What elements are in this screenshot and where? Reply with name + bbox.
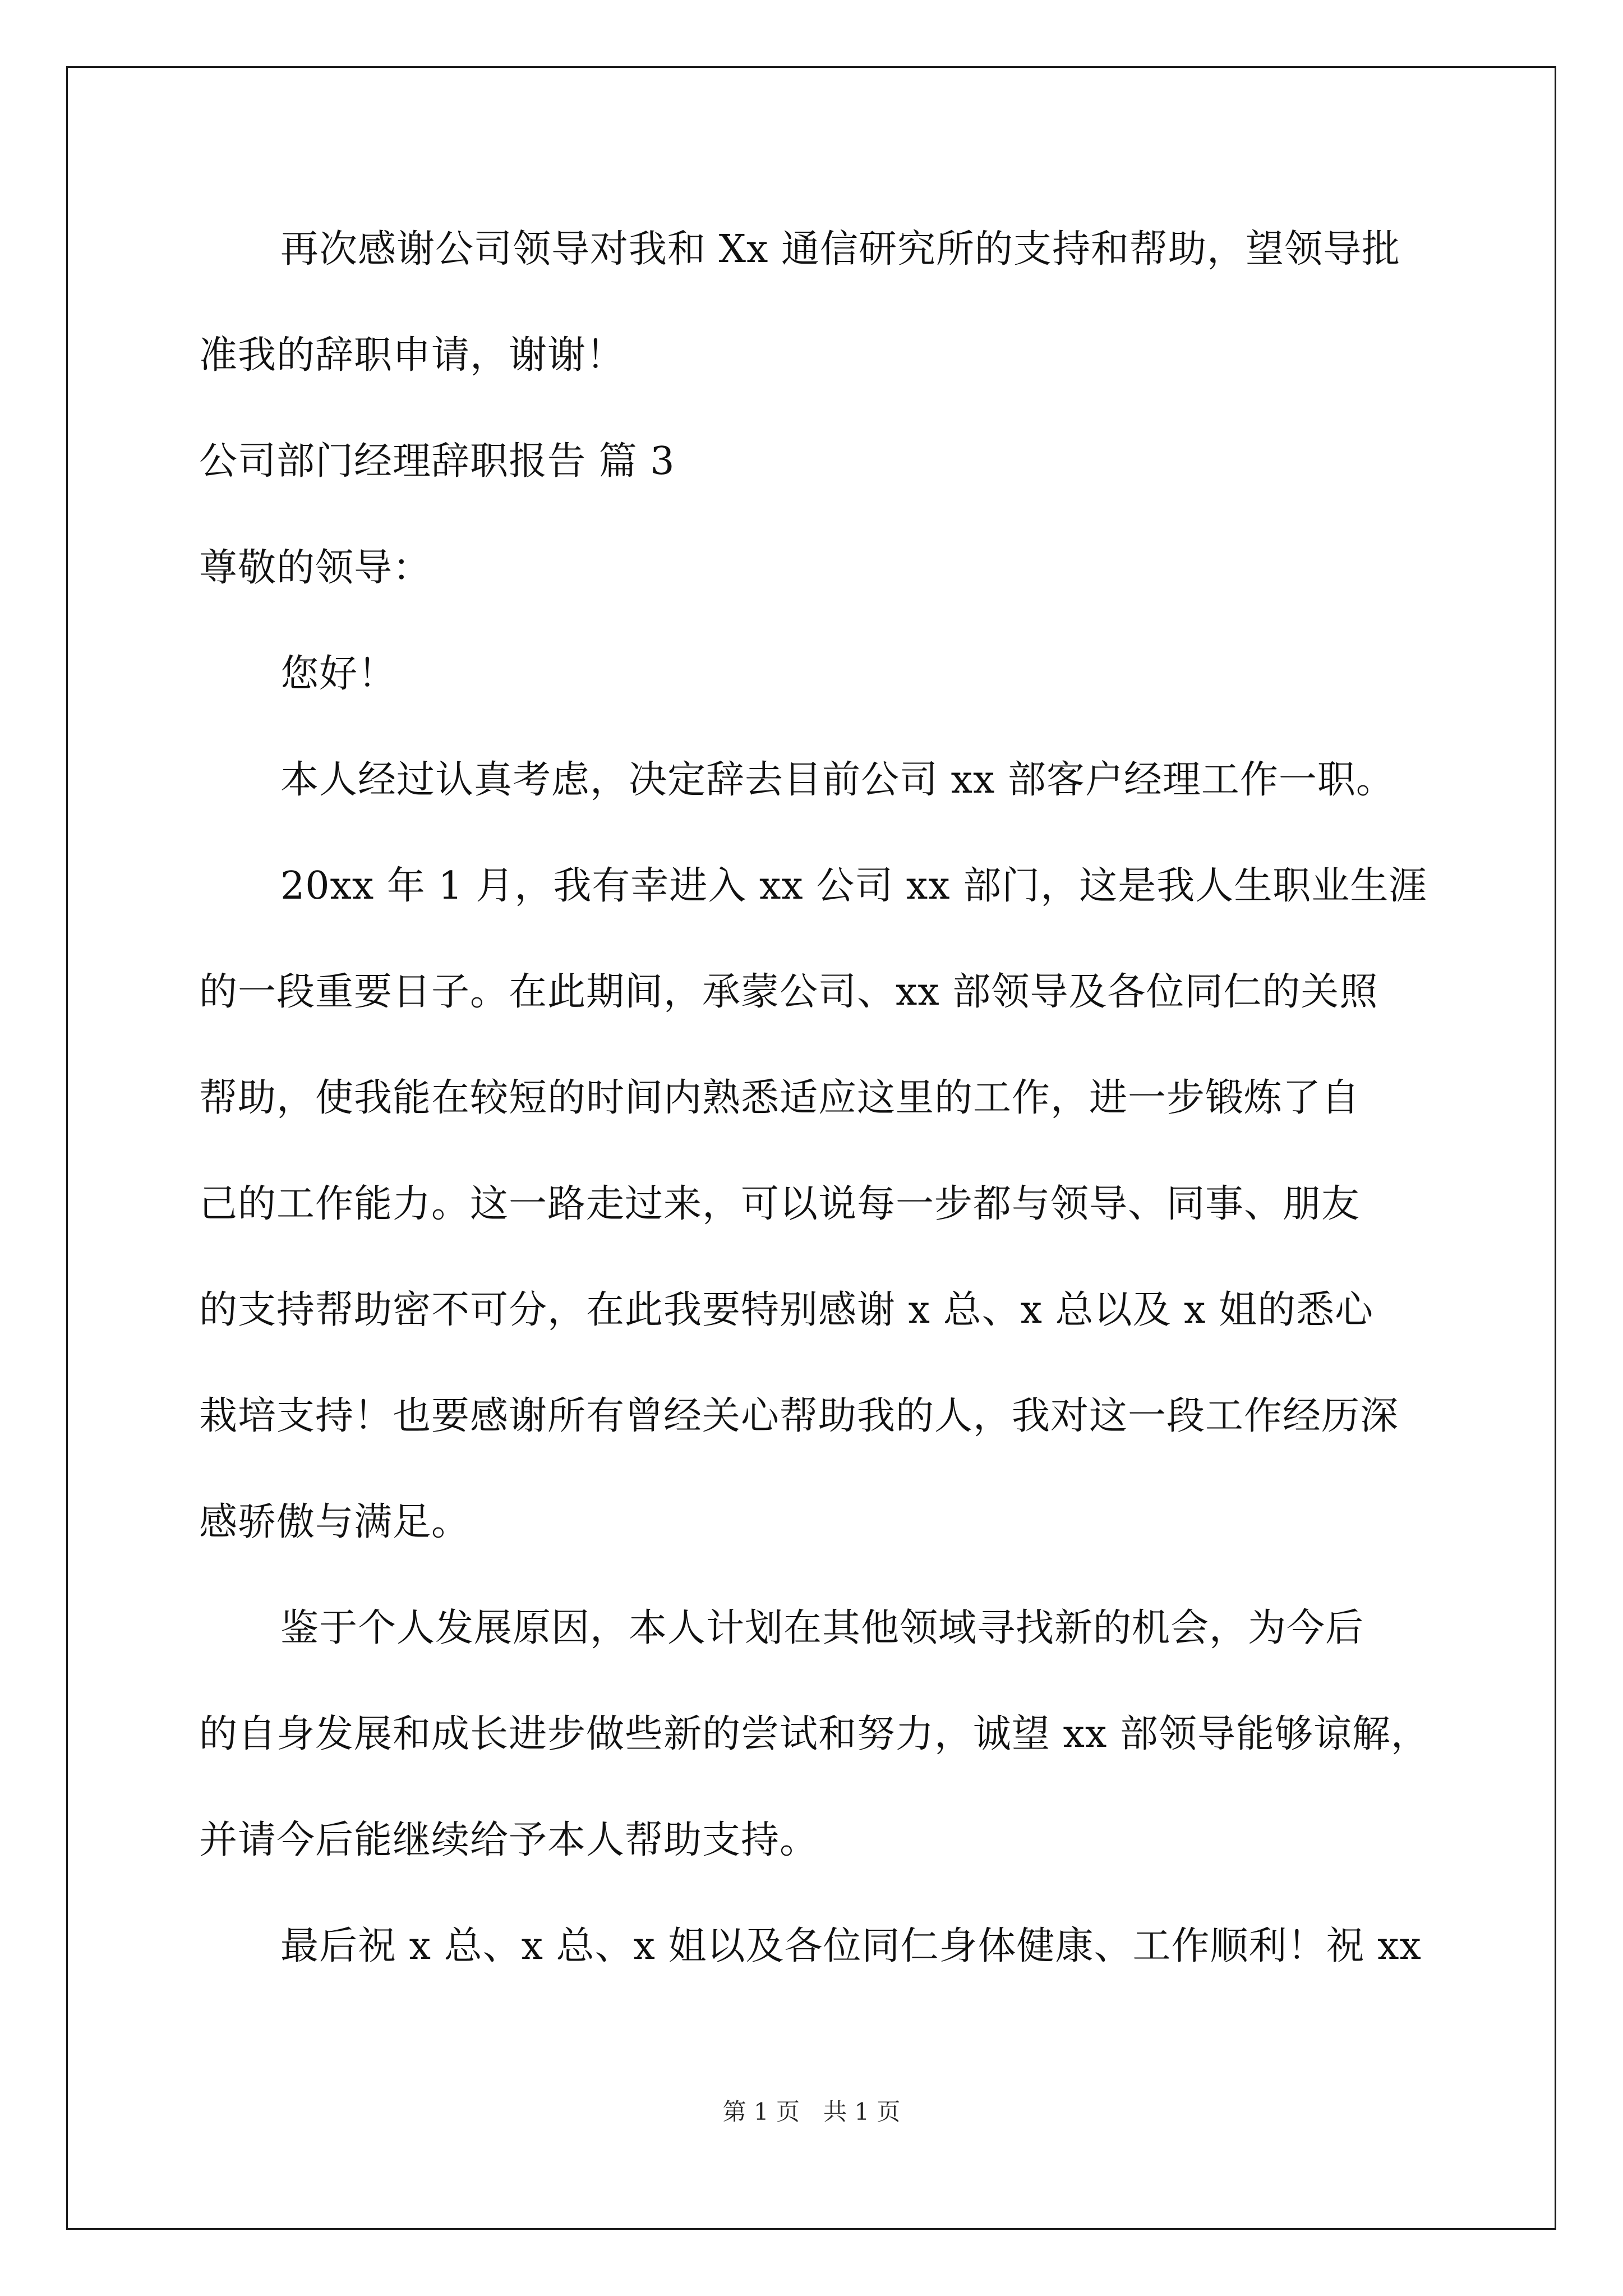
- paragraph-line: 20xx 年 1 月，我有幸进入 xx 公司 xx 部门，这是我人生职业生涯: [280, 864, 1428, 908]
- page-border: [66, 66, 1556, 2230]
- section-heading: 公司部门经理辞职报告 篇 3: [199, 439, 675, 484]
- greeting: 您好！: [280, 652, 397, 696]
- paragraph-line: 感骄傲与满足。: [199, 1500, 471, 1544]
- paragraph-line: 的支持帮助密不可分，在此我要特别感谢 x 总、x 总以及 x 姐的悉心: [199, 1288, 1374, 1332]
- paragraph-line: 再次感谢公司领导对我和 Xx 通信研究所的支持和帮助，望领导批: [280, 227, 1400, 272]
- salutation: 尊敬的领导：: [199, 546, 432, 590]
- paragraph-line: 的一段重要日子。在此期间，承蒙公司、xx 部领导及各位同仁的关照: [199, 970, 1378, 1014]
- paragraph-line: 栽培支持！也要感谢所有曾经关心帮助我的人，我对这一段工作经历深: [199, 1394, 1399, 1438]
- page-number-footer: 第 1 页 共 1 页: [722, 2098, 901, 2125]
- paragraph-line: 的自身发展和成长进步做些新的尝试和努力，诚望 xx 部领导能够谅解，: [199, 1712, 1430, 1756]
- paragraph-line: 最后祝 x 总、x 总、x 姐以及各位同仁身体健康、工作顺利！祝 xx: [280, 1924, 1422, 1968]
- paragraph-line: 本人经过认真考虑，决定辞去目前公司 xx 部客户经理工作一职。: [280, 758, 1395, 802]
- paragraph-line: 并请今后能继续给予本人帮助支持。: [199, 1818, 819, 1862]
- paragraph-line: 鉴于个人发展原因，本人计划在其他领域寻找新的机会，为今后: [280, 1606, 1364, 1650]
- paragraph-line: 帮助，使我能在较短的时间内熟悉适应这里的工作，进一步锻炼了自: [199, 1076, 1361, 1120]
- paragraph-line: 准我的辞职申请，谢谢！: [199, 333, 625, 378]
- paragraph-line: 己的工作能力。这一路走过来，可以说每一步都与领导、同事、朋友: [199, 1182, 1361, 1226]
